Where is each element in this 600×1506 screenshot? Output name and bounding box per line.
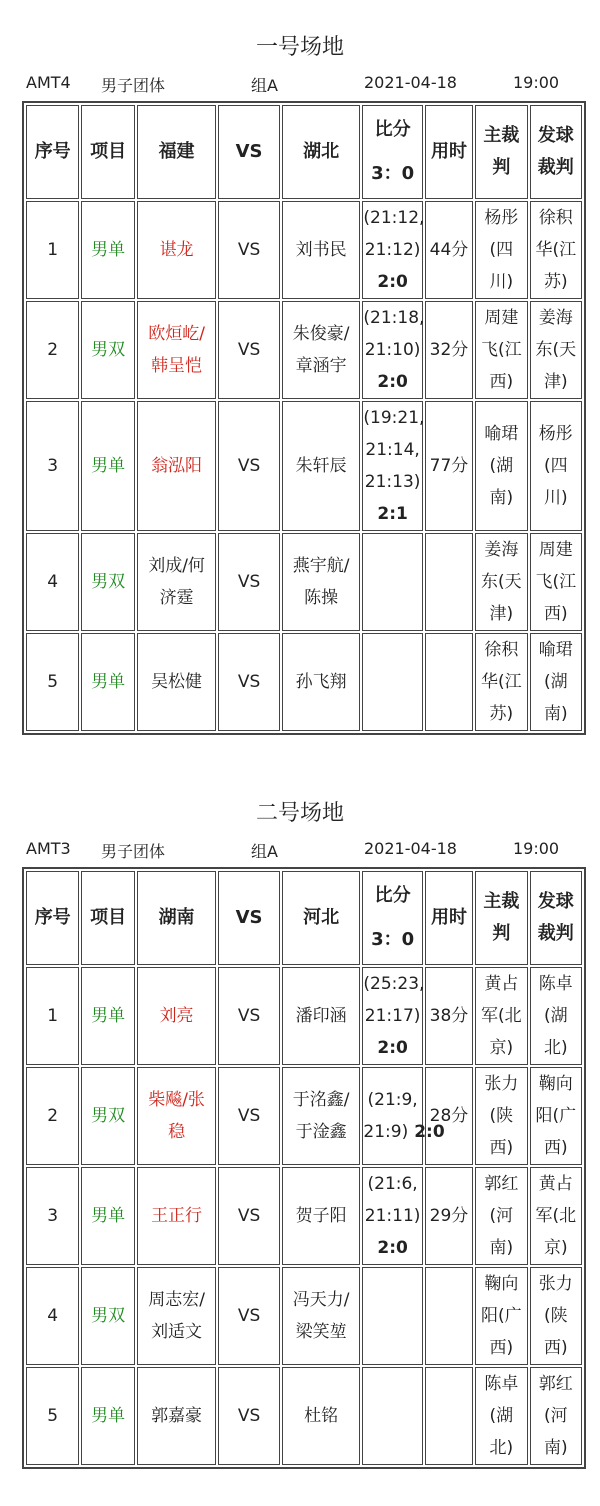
umpire: 黄占 军(北 京) (475, 967, 527, 1065)
team-score: 3：0 (371, 163, 415, 184)
header-umpire: 主裁 判 (475, 105, 527, 199)
match-info (0, 73, 600, 95)
row-vs: VS (218, 1167, 279, 1265)
game-scores: (21:12, 21:12) 2:0 (362, 201, 422, 299)
table-row (26, 633, 582, 731)
header-row (26, 105, 582, 199)
row-duration: 38分 (425, 967, 473, 1065)
row-duration: 77分 (425, 401, 473, 531)
player-a: 周志宏/ 刘适文 (137, 1267, 217, 1365)
umpire: 郭红 (河 南) (475, 1167, 527, 1265)
row-no: 1 (26, 201, 79, 299)
service-judge: 黄占 军(北 京) (530, 1167, 582, 1265)
game-scores (362, 533, 422, 631)
row-item: 男双 (81, 533, 134, 631)
table-row (26, 201, 582, 299)
header-item: 项目 (81, 871, 134, 965)
game-scores: (21:9, 21:9) 2:0 (362, 1067, 422, 1165)
venue-title: 二号场地 (255, 801, 344, 826)
row-no: 3 (26, 401, 79, 531)
game-scores (362, 633, 422, 731)
match-date: 2021-04-18 (364, 839, 457, 858)
row-vs: VS (218, 201, 279, 299)
score-label: 比分 (374, 885, 411, 906)
service-judge: 喻珺 (湖 南) (530, 633, 582, 731)
match-code: AMT4 (26, 73, 71, 92)
match-time: 19:00 (513, 839, 560, 858)
row-duration: 29分 (425, 1167, 473, 1265)
service-judge: 鞠向 阳(广 西) (530, 1067, 582, 1165)
row-item: 男双 (81, 1067, 134, 1165)
umpire: 鞠向 阳(广 西) (475, 1267, 527, 1365)
player-b: 于洺鑫/ 于淦鑫 (282, 1067, 361, 1165)
table-row (26, 1067, 582, 1165)
match-code: AMT3 (26, 839, 71, 858)
player-a: 欧烜屹/ 韩呈恺 (137, 301, 217, 399)
game-scores: (21:6, 21:11) 2:0 (362, 1167, 422, 1265)
service-judge: 姜海 东(天 津) (530, 301, 582, 399)
header-team-b: 河北 (282, 871, 361, 965)
row-vs: VS (218, 401, 279, 531)
header-team-a: 福建 (137, 105, 217, 199)
game-scores (362, 1267, 422, 1365)
header-duration: 用时 (425, 105, 473, 199)
header-service-judge: 发球 裁判 (530, 105, 582, 199)
umpire: 杨彤 (四 川) (475, 201, 527, 299)
row-no: 2 (26, 301, 79, 399)
header-score (362, 105, 422, 199)
player-b: 贺子阳 (282, 1167, 361, 1265)
group-label: 组A (251, 76, 278, 95)
row-vs: VS (218, 633, 279, 731)
schedule-table (22, 101, 586, 735)
score-label: 比分 (374, 119, 411, 140)
player-a: 翁泓阳 (137, 401, 217, 531)
team-score: 3：0 (371, 929, 415, 950)
row-vs: VS (218, 967, 279, 1065)
player-b: 朱轩辰 (282, 401, 361, 531)
group-label: 组A (251, 842, 278, 861)
row-duration: 44分 (425, 201, 473, 299)
row-duration: 28分 (425, 1067, 473, 1165)
event-name: 男子团体 (101, 842, 166, 861)
player-a: 柴飚/张 稳 (137, 1067, 217, 1165)
row-no: 2 (26, 1067, 79, 1165)
umpire: 姜海 东(天 津) (475, 533, 527, 631)
header-score (362, 871, 422, 965)
table-row (26, 1267, 582, 1365)
umpire: 喻珺 (湖 南) (475, 401, 527, 531)
service-judge: 周建 飞(江 西) (530, 533, 582, 631)
header-no: 序号 (26, 871, 79, 965)
row-item: 男单 (81, 401, 134, 531)
player-b: 潘印涵 (282, 967, 361, 1065)
row-no: 5 (26, 1367, 79, 1465)
player-a: 谌龙 (137, 201, 217, 299)
player-b: 朱俊豪/ 章涵宇 (282, 301, 361, 399)
row-vs: VS (218, 1367, 279, 1465)
service-judge: 张力 (陕 西) (530, 1267, 582, 1365)
header-vs: VS (218, 871, 279, 965)
row-no: 1 (26, 967, 79, 1065)
player-a: 刘亮 (137, 967, 217, 1065)
row-duration: 32分 (425, 301, 473, 399)
row-item: 男单 (81, 1367, 134, 1465)
row-item: 男单 (81, 1167, 134, 1265)
player-a: 郭嘉豪 (137, 1367, 217, 1465)
header-team-a: 湖南 (137, 871, 217, 965)
row-vs: VS (218, 301, 279, 399)
game-scores: (19:21, 21:14, 21:13) 2:1 (362, 401, 422, 531)
player-a: 刘成/何 济霆 (137, 533, 217, 631)
row-no: 4 (26, 1267, 79, 1365)
row-duration (425, 633, 473, 731)
header-service-judge: 发球 裁判 (530, 871, 582, 965)
header-item: 项目 (81, 105, 134, 199)
player-b: 燕宇航/ 陈操 (282, 533, 361, 631)
row-item: 男单 (81, 967, 134, 1065)
player-b: 孙飞翔 (282, 633, 361, 731)
row-item: 男双 (81, 301, 134, 399)
header-row (26, 871, 582, 965)
game-scores: (25:23, 21:17) 2:0 (362, 967, 422, 1065)
row-vs: VS (218, 1067, 279, 1165)
match-time: 19:00 (513, 73, 560, 92)
table-row (26, 301, 582, 399)
header-umpire: 主裁 判 (475, 871, 527, 965)
player-a: 吴松健 (137, 633, 217, 731)
umpire: 陈卓 (湖 北) (475, 1367, 527, 1465)
player-b: 刘书民 (282, 201, 361, 299)
player-b: 冯天力/ 梁笑堃 (282, 1267, 361, 1365)
row-vs: VS (218, 1267, 279, 1365)
row-duration (425, 1367, 473, 1465)
player-b: 杜铭 (282, 1367, 361, 1465)
table-row (26, 401, 582, 531)
row-item: 男单 (81, 633, 134, 731)
header-team-b: 湖北 (282, 105, 361, 199)
row-duration (425, 533, 473, 631)
table-row (26, 1367, 582, 1465)
row-no: 4 (26, 533, 79, 631)
schedule-table (22, 867, 586, 1469)
event-name: 男子团体 (101, 76, 166, 95)
row-item: 男单 (81, 201, 134, 299)
service-judge: 杨彤 (四 川) (530, 401, 582, 531)
venue-title: 一号场地 (255, 35, 344, 60)
header-no: 序号 (26, 105, 79, 199)
match-info (0, 839, 600, 861)
umpire: 徐积 华(江 苏) (475, 633, 527, 731)
row-no: 5 (26, 633, 79, 731)
service-judge: 陈卓 (湖 北) (530, 967, 582, 1065)
service-judge: 徐积 华(江 苏) (530, 201, 582, 299)
game-scores: (21:18, 21:10) 2:0 (362, 301, 422, 399)
row-duration (425, 1267, 473, 1365)
row-vs: VS (218, 533, 279, 631)
row-item: 男双 (81, 1267, 134, 1365)
umpire: 张力 (陕 西) (475, 1067, 527, 1165)
table-row (26, 967, 582, 1065)
table-row (26, 1167, 582, 1265)
service-judge: 郭红 (河 南) (530, 1367, 582, 1465)
umpire: 周建 飞(江 西) (475, 301, 527, 399)
header-vs: VS (218, 105, 279, 199)
header-duration: 用时 (425, 871, 473, 965)
row-no: 3 (26, 1167, 79, 1265)
player-a: 王正行 (137, 1167, 217, 1265)
table-row (26, 533, 582, 631)
game-scores (362, 1367, 422, 1465)
match-date: 2021-04-18 (364, 73, 457, 92)
